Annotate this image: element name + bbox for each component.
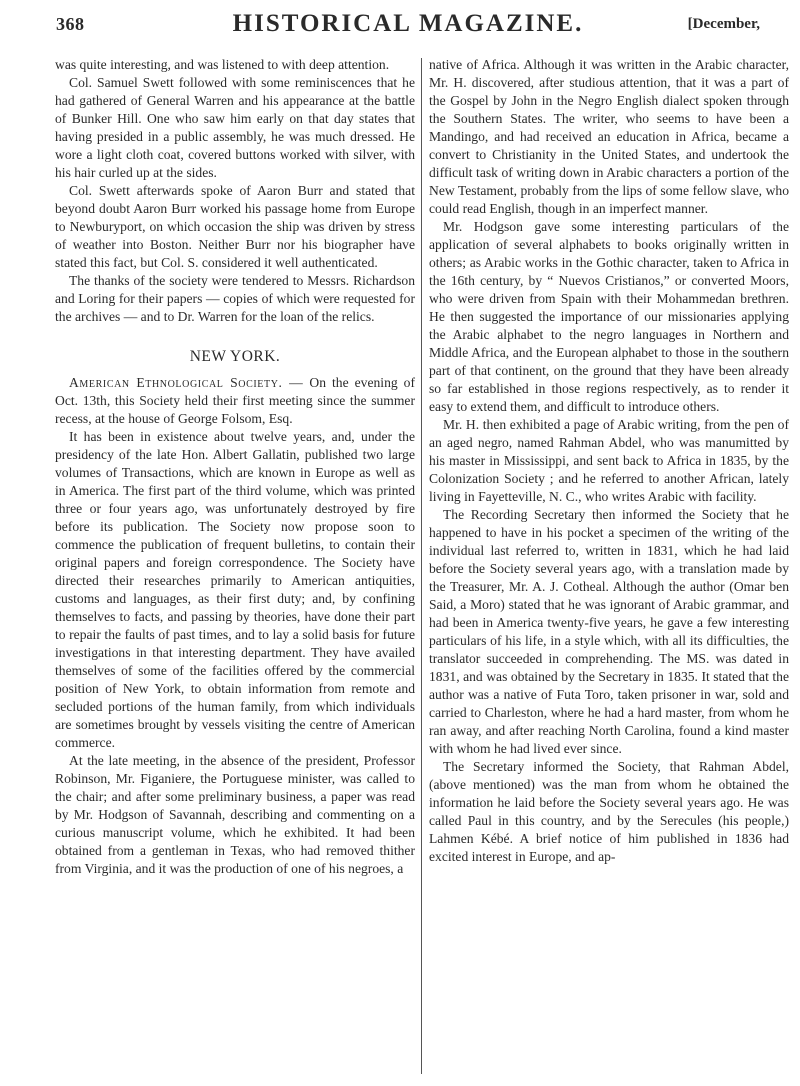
paragraph: The thanks of the society were tendered to Messrs. Richardson and Loring for their papers — copies of which were requested for the archives — and to Dr. Warren for the loan of the relics. xyxy=(55,273,415,324)
section-heading: NEW YORK. xyxy=(189,348,281,365)
paragraph: was quite interesting, and was listened to with deep attention. xyxy=(55,57,390,72)
paragraph: Col. Samuel Swett followed with some reminiscences that he had gathered of General Warren and his appearance at the battle of Bunker Hill. One who saw him early on that day states that having presided in a public assembly, he was much dressed. He wore a light cloth coat, covered buttons worked with silver, with his hair curled up at the sides. xyxy=(55,75,415,180)
paragraph xyxy=(55,374,415,428)
running-header xyxy=(56,10,760,48)
paragraph: The Recording Secretary then informed the Society that he happened to have in his pocket a specimen of the writing of the individual last referred to, written in 1831, which he had laid before the Society several years ago, with a translation made by the Treasurer, Mr. A. J. Cotheal. Although the author (Omar ben Said, a Moro) stated that he was ignorant of Arabic grammar, and had been in America twenty-five years, he gave a few interesting particulars of his life, in a style which, with all its difficulties, the translator succeeded in comprehending. The MS. was dated in 1831, and was obtained by the Secretary in 1835. It stated that the author was a native of Futa Toro, taken prisoner in war, sold and carried to Charleston, where he had a hard master, from whom he ran away, and after reaching North Carolina, found a kind master with whom he had lived ever since. xyxy=(429,507,789,756)
paragraph: Col. Swett afterwards spoke of Aaron Burr and stated that beyond doubt Aaron Burr worked his passage home from Europe to Newburyport, on which occasion the ship was driven by stress of weather into Boston. Neither Burr nor his biographer have stated this fact, but Col. S. considered it well authenticated. xyxy=(55,183,415,270)
page-number: 368 xyxy=(56,14,85,34)
paragraph: Mr. Hodgson gave some interesting particulars of the application of several alphabets to books originally written in others; as Arabic works in the Gothic character, taken to Africa in the 16th century, by “ Nuevos Cristianos,” or converted Moors, who were driven from Spain with their Mohammedan brethren. He then suggested the importance of our missionaries applying the Arabic alphabet to the negro languages in Northern and Middle Africa, and the European alphabet to those in the southern part of that continent, on the ground that they have been already so far established in those regions respectively, as to render it easy to extend them, and difficult to introduce others. xyxy=(429,219,789,414)
column-divider xyxy=(421,58,422,1074)
paragraph: Mr. H. then exhibited a page of Arabic writing, from the pen of an aged negro, named Rahman Abdel, who was manumitted by his master in Mississippi, and sent back to Africa in 1835, by the Colonization Society ; and he referred to another African, lately living in Fayetteville, N. C., who writes Arabic with facility. xyxy=(429,417,789,504)
paragraph: The Secretary informed the Society, that Rahman Abdel, (above mentioned) was the man from whom he obtained the information he laid before the Society several years ago. He was called Paul in this country, and by the Serecules (his people,) Lahmen Kébé. A brief notice of him published in 1836 had excited interest in Europe, and ap- xyxy=(429,759,789,864)
society-name: American Ethnological Society. — xyxy=(69,375,304,390)
paragraph: It has been in existence about twelve years, and, under the presidency of the late Hon. Albert Gallatin, published two large volumes of Transactions, which are known in Europe as well as in America. The first part of the third volume, which was printed three or four years ago, was unfortunately destroyed by fire before its publication. The Society now propose soon to commence the publication of frequent bulletins, to contain their original papers and foreign correspondence. The Society have directed their researches primarily to American antiquities, customs and languages, as their first duty; and, by confining themselves to facts, and passing by theories, have done their part to repair the faults of past times, and to lay a solid basis for future investigations in that interesting department. They have availed themselves of some of the facilities offered by the commercial position of New York, to obtain information from remote and secluded portions of the human family, from which individuals are sometimes brought by vessels visiting the centre of American commerce. xyxy=(55,429,415,750)
paragraph-text: On the evening of Oct. 13th, this Society held their first meeting since the summer recess, at the house of George Folsom, Esq. xyxy=(55,375,416,426)
running-title: HISTORICAL MAGAZINE. xyxy=(232,10,584,37)
paragraph: At the late meeting, in the absence of the president, Professor Robinson, Mr. Figaniere, the Portuguese minister, was called to the chair; and after some preliminary business, a paper was read by Mr. Hodgson of Savannah, describing and commenting on a curious manuscript volume, which he exhibited. It had been obtained from a gentleman in Texas, who had removed thither from Virginia, and it was the production of one of his negroes, a xyxy=(55,753,415,876)
left-column xyxy=(55,56,415,1080)
paragraph: native of Africa. Although it was written in the Arabic character, Mr. H. discovered, after studious attention, that it was a part of the Gospel by John in the Negro English dialect spoken through the Southern States. The writer, who seems to have been a Mandingo, and had received an education in Africa, became a convert to Christianity in the United States, and undertook the difficult task of writing down in Arabic characters a portion of the New Testament, probably from the lips of some fellow slave, who could read English, though in an imperfect manner. xyxy=(429,57,789,216)
right-column xyxy=(429,56,789,1080)
running-date: [December, xyxy=(687,16,760,32)
